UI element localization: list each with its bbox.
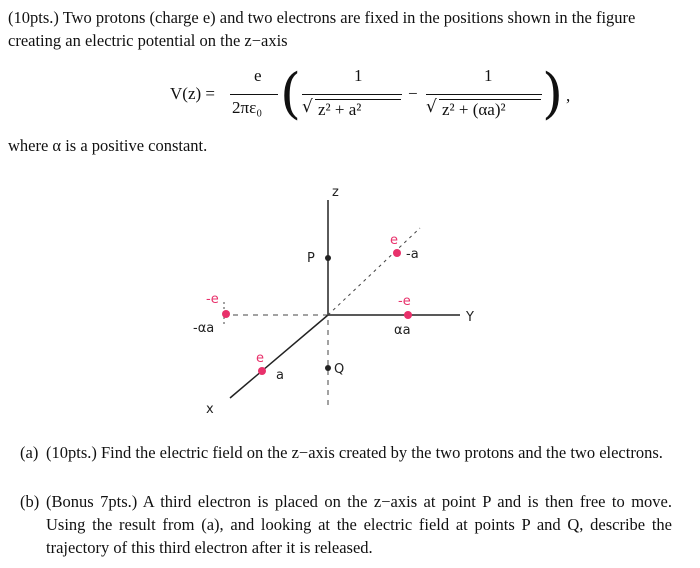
part-b	[20, 490, 672, 559]
where-text: where α is a positive constant.	[8, 136, 208, 155]
charge-dot-right	[404, 311, 412, 319]
sqrt-symbol-1: √	[302, 97, 313, 117]
label-y-axis: Y	[466, 310, 474, 325]
label-a: a	[276, 368, 284, 383]
part-a	[20, 441, 672, 464]
part-a-text: (10pts.) Find the electric field on the z−axis created by the two protons and the two electrons.	[46, 443, 663, 462]
label-point-p: P	[307, 251, 315, 266]
equation-trailing-comma: ,	[566, 86, 571, 105]
term2-denominator: z² + (αa)²	[442, 100, 506, 119]
x-axis	[230, 315, 328, 398]
label-alpha-a: αa	[394, 323, 411, 338]
part-b-text: (Bonus 7pts.) A third electron is placed on the z−axis at point P and is then free to move. Using the result from (a), and looking at the electric field at points P and Q, describe the trajectory of this third electron after it is released.	[46, 492, 672, 557]
part-b-label: (b)	[20, 492, 40, 511]
label-neg-a: -a	[406, 247, 419, 262]
charge-label-right: -e	[398, 294, 411, 309]
label-point-q: Q	[334, 362, 345, 377]
charge-label-left: -e	[206, 292, 219, 307]
equation-lhs: V(z) =	[170, 84, 215, 103]
prefactor-denominator: 2πε₀	[232, 98, 263, 117]
label-neg-alpha-a: -αa	[193, 321, 215, 336]
charge-dot-left	[222, 310, 230, 318]
point-p-marker	[325, 255, 331, 261]
prefactor-numerator: e	[254, 66, 262, 85]
point-q-marker	[325, 365, 331, 371]
term2-numerator: 1	[484, 66, 493, 85]
minus-sign: −	[408, 84, 418, 103]
charge-label-upper-right: e	[390, 233, 398, 248]
left-paren: (	[280, 62, 302, 125]
problem-intro: (10pts.) Two protons (charge e) and two electrons are fixed in the positions shown in the figure creating an electric potential on the z−axis	[8, 8, 636, 50]
term1-denominator: z² + a²	[318, 100, 362, 119]
label-z-axis: z	[332, 185, 339, 200]
part-a-label: (a)	[20, 443, 39, 462]
right-paren: )	[542, 62, 564, 125]
charge-dot-upper-right	[393, 249, 401, 257]
term1-numerator: 1	[354, 66, 363, 85]
charge-dot-lower-left	[258, 367, 266, 375]
sqrt-symbol-2: √	[426, 97, 437, 117]
label-x-axis: x	[206, 402, 214, 417]
charge-label-lower-left: e	[256, 351, 264, 366]
